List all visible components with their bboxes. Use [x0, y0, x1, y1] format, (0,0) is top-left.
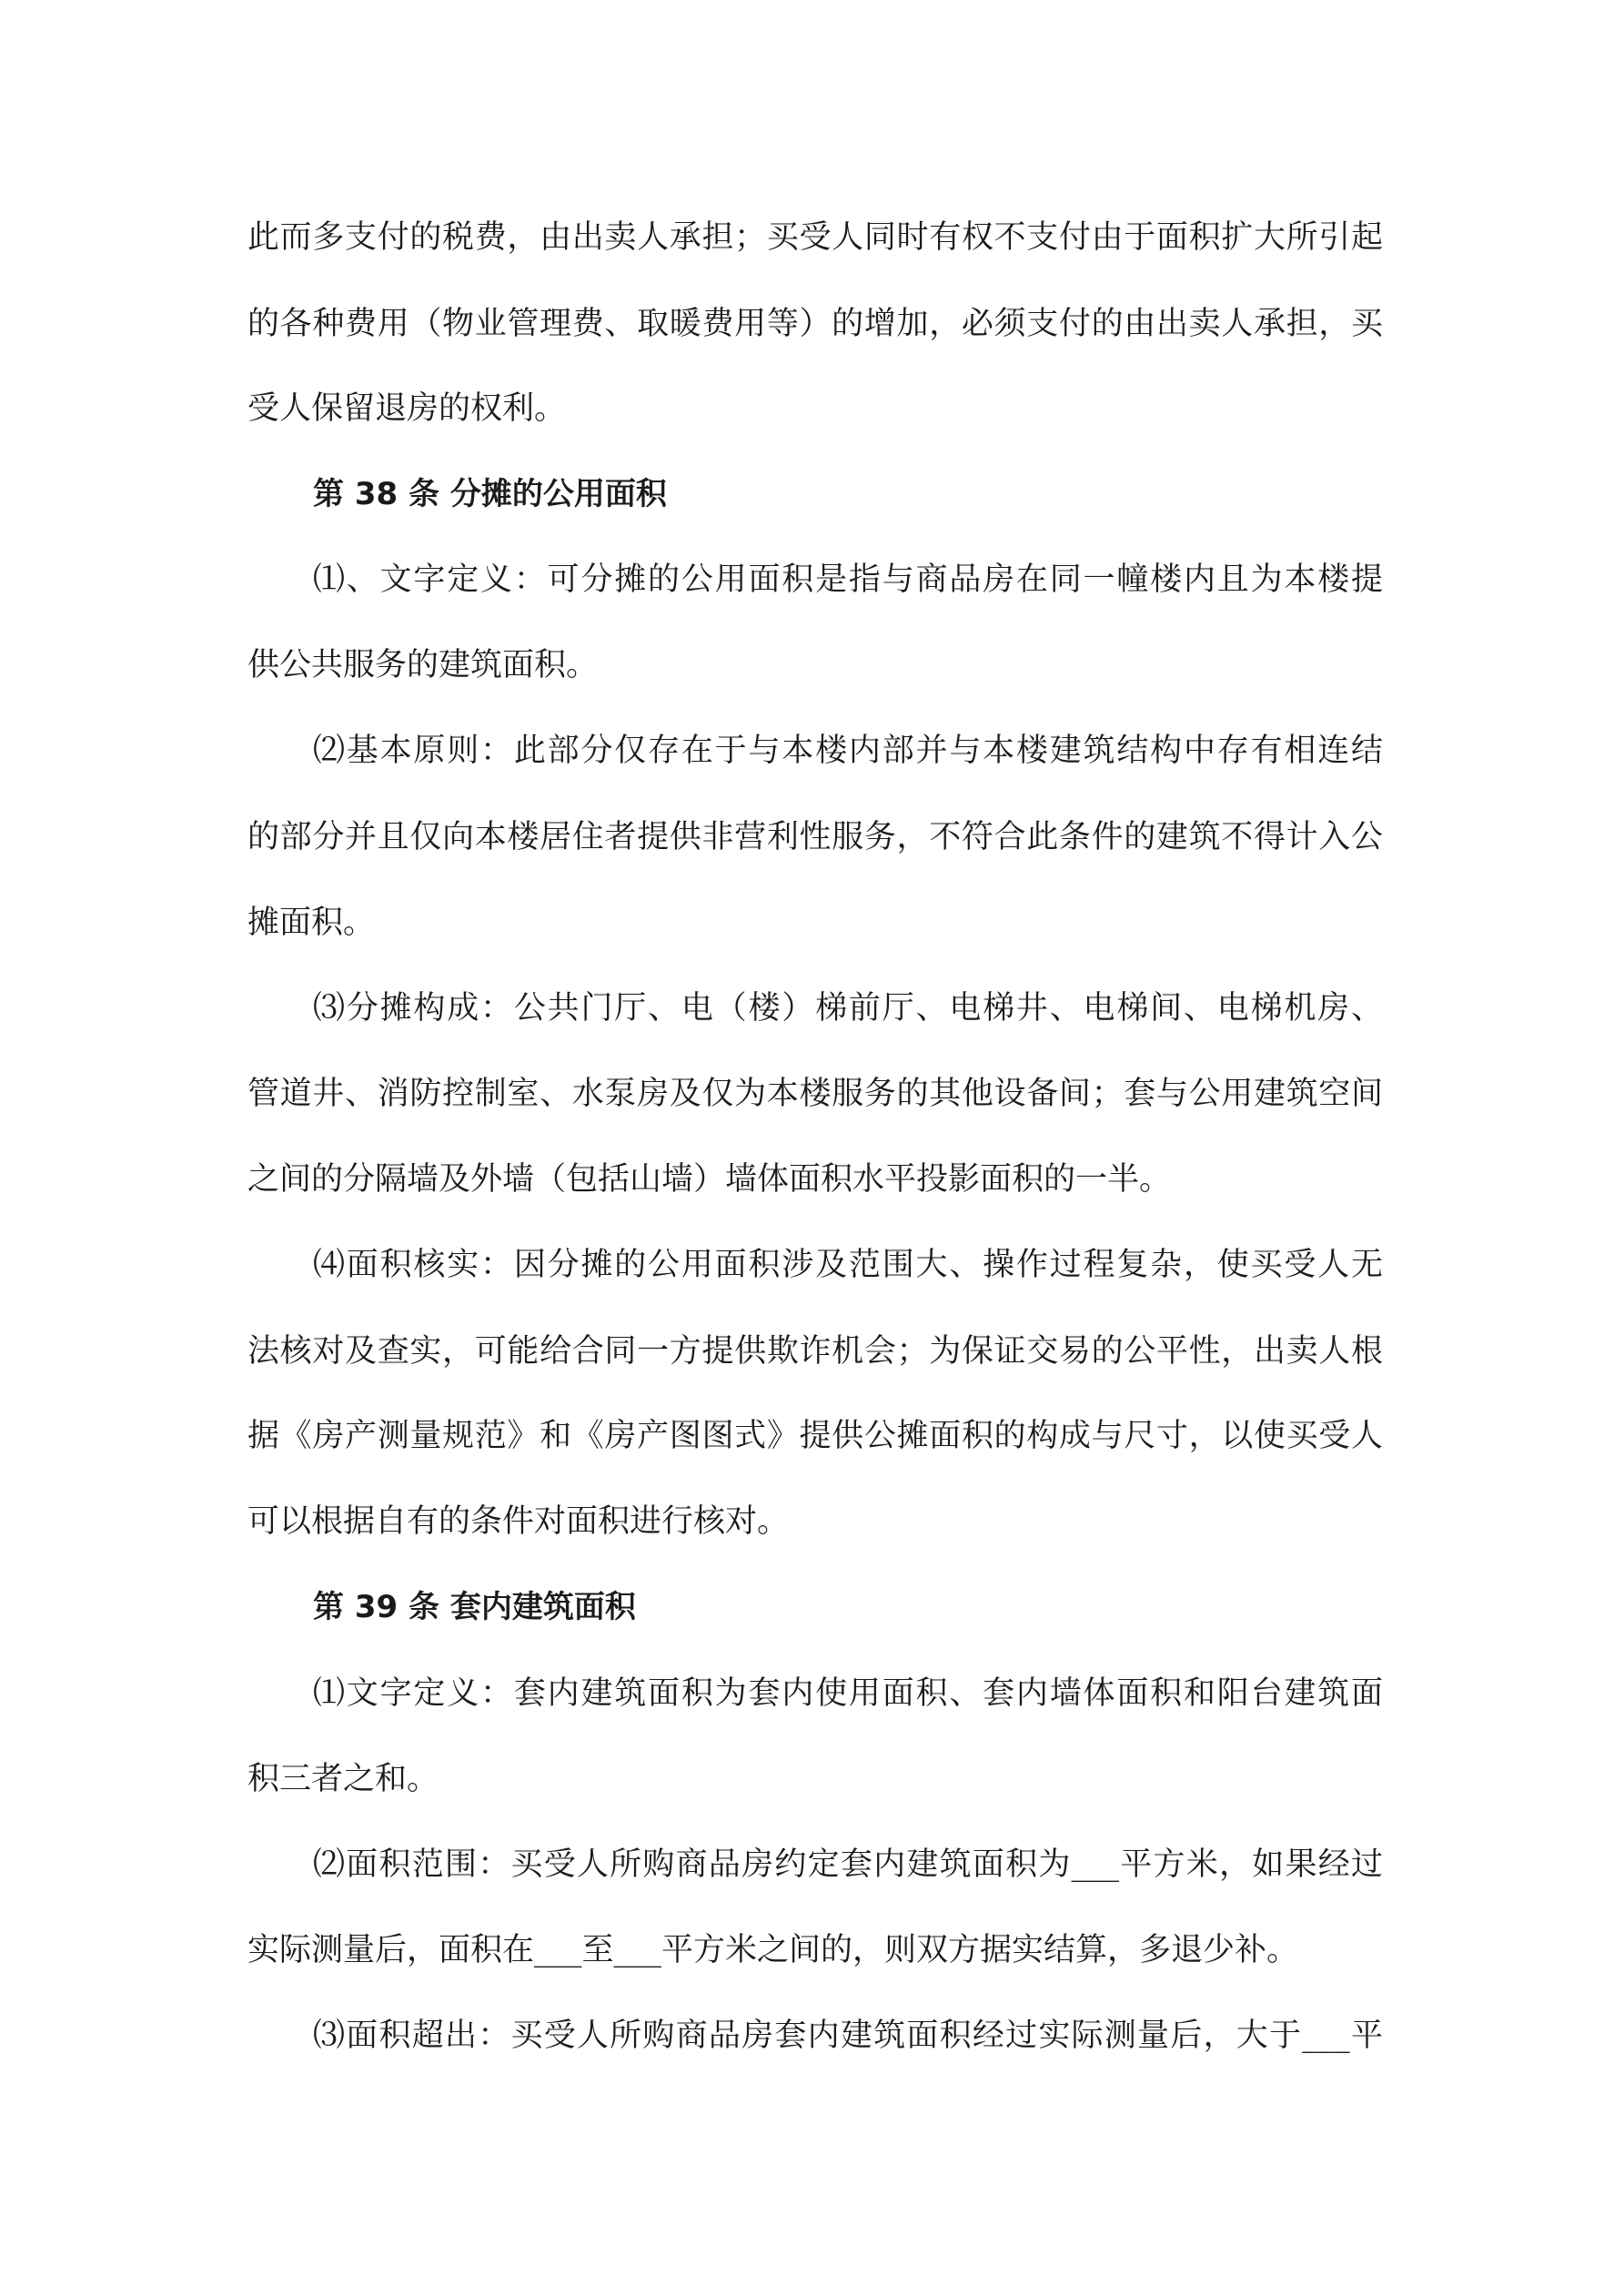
text-line: 之间的分隔墙及外墙（包括山墙）墙体面积水平投影面积的一半。 [247, 1161, 1172, 1198]
article-39-heading: 第 39 条 套内建筑面积 [313, 1589, 636, 1625]
text-line: ⑶分摊构成：公共门厅、电（楼）梯前厅、电梯井、电梯间、电梯机房、 [313, 990, 1383, 1027]
text-line: 法核对及查实，可能给合同一方提供欺诈机会；为保证交易的公平性，出卖人根 [247, 1333, 1383, 1370]
text-line: ⑵面积范围：买受人所购商品房约定套内建筑面积为___平方米，如果经过 [313, 1846, 1383, 1883]
text-line: 摊面积。 [247, 905, 376, 941]
text-line: 的各种费用（物业管理费、取暖费用等）的增加，必须支付的由出卖人承担，买 [247, 306, 1383, 342]
text-line: 管道井、消防控制室、水泵房及仅为本楼服务的其他设备间；套与公用建筑空间 [247, 1076, 1383, 1112]
text-line: 可以根据自有的条件对面积进行核对。 [247, 1503, 790, 1540]
text-line: ⑷面积核实：因分摊的公用面积涉及范围大、操作过程复杂，使买受人无 [313, 1247, 1383, 1283]
text-line: 积三者之和。 [247, 1761, 439, 1797]
text-line: 的部分并且仅向本楼居住者提供非营利性服务，不符合此条件的建筑不得计入公 [247, 819, 1383, 855]
text-line: ⑴、文字定义：可分摊的公用面积是指与商品房在同一幢楼内且为本楼提 [313, 561, 1383, 598]
text-line: 受人保留退房的权利。 [247, 390, 567, 427]
text-line: ⑵基本原则：此部分仅存在于与本楼内部并与本楼建筑结构中存有相连结 [313, 733, 1383, 769]
text-line: 据《房产测量规范》和《房产图图式》提供公摊面积的构成与尺寸，以使买受人 [247, 1418, 1383, 1454]
text-line: 实际测量后，面积在___至___平方米之间的，则双方据实结算，多退少补。 [247, 1932, 1299, 1968]
article-38-heading: 第 38 条 分摊的公用面积 [313, 476, 667, 512]
text-line: ⑶面积超出：买受人所购商品房套内建筑面积经过实际测量后，大于___平 [313, 2018, 1383, 2054]
text-line: ⑴文字定义：套内建筑面积为套内使用面积、套内墙体面积和阳台建筑面 [313, 1675, 1383, 1712]
text-line: 此而多支付的税费，由出卖人承担；买受人同时有权不支付由于面积扩大所引起 [247, 219, 1383, 256]
text-line: 供公共服务的建筑面积。 [247, 647, 599, 683]
